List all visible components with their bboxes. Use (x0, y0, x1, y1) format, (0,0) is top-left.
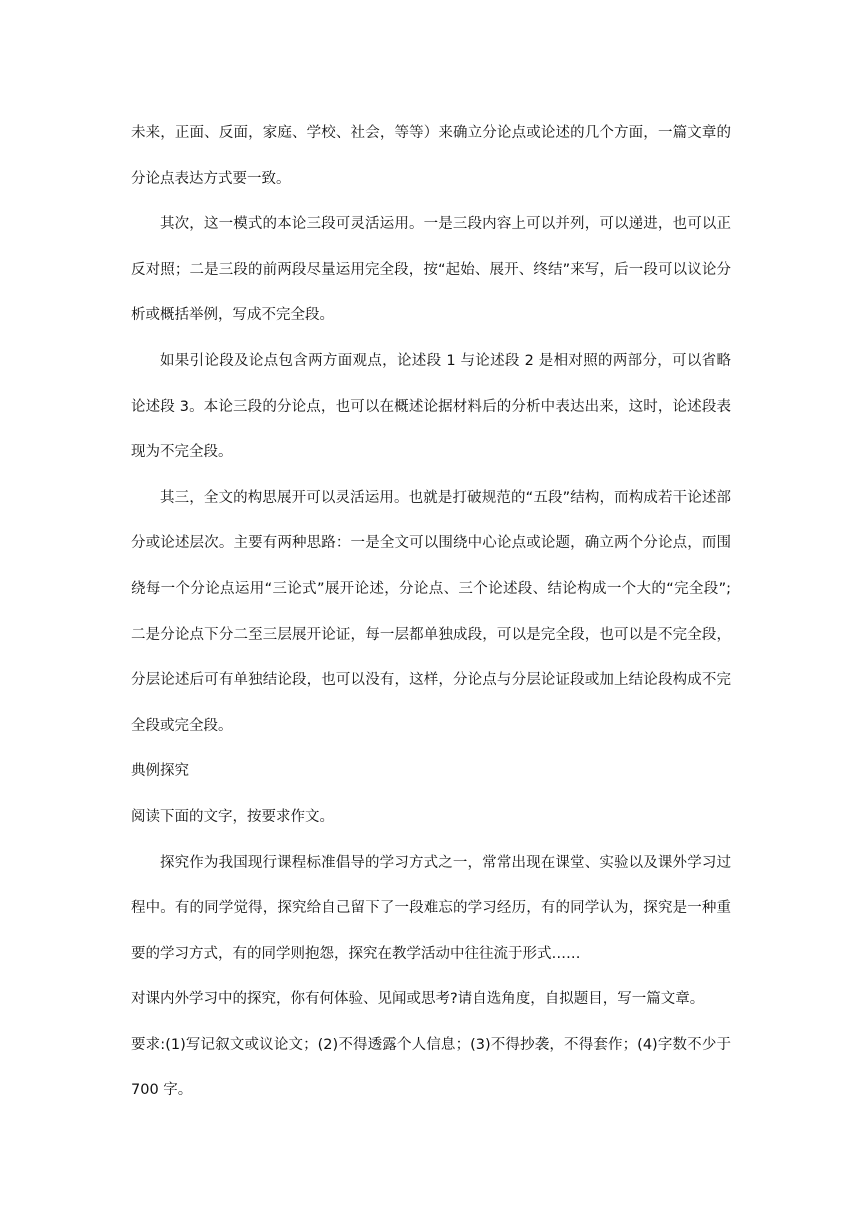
paragraph-requirements: 要求:(1)写记叙文或议论文；(2)不得透露个人信息；(3)不得抄袭，不得套作；(4)字数不少于 700 字。 (131, 1036, 731, 1099)
section-heading-example: 典例探究 (131, 763, 189, 780)
paragraph-second-point: 其次，这一模式的本论三段可灵活运用。一是三段内容上可以并列，可以递进，也可以正反对照；二是三段的前两段尽量运用完全段，按“起始、展开、终结”来写，后一段可以议论分析或概括举例，写成不完全段。 (131, 216, 731, 324)
paragraph-sub-thesis-aspects: 未来，正面、反面，家庭、学校、社会，等等）来确立分论点或论述的几个方面，一篇文章的分论点表达方式要一致。 (131, 125, 731, 187)
paragraph-prompt-question: 对课内外学习中的探究，你有何体验、见闻或思考?请自选角度，自拟题目，写一篇文章。 (131, 991, 705, 1008)
paragraph-prompt-material: 探究作为我国现行课程标准倡导的学习方式之一，常常出现在课堂、实验以及课外学习过程中。有的同学觉得，探究给自己留下了一段难忘的学习经历，有的同学认为，探究是一种重要的学习方式，有的同学则抱怨，探究在教学活动中往往流于形式…… (131, 854, 731, 962)
paragraph-prompt-intro: 阅读下面的文字，按要求作文。 (131, 808, 334, 825)
paragraph-omit-third-section: 如果引论段及论点包含两方面观点，论述段 1 与论述段 2 是相对照的两部分，可以省略论述段 3。本论三段的分论点，也可以在概述论据材料后的分析中表达出来，这时，论述段表现为不完全段。 (131, 352, 731, 461)
document-page (131, 111, 731, 1114)
paragraph-third-point: 其三，全文的构思展开可以灵活运用。也就是打破规范的“五段”结构，而构成若干论述部分或论述层次。主要有两种思路：一是全文可以围绕中心论点或论题，确立两个分论点，而围绕每一个分论点运用“三论式”展开论述，分论点、三个论述段、结论构成一个大的“完全段”; 二是分论点下分二至三层展开论证，每一层都单独成段，可以是完全段，也可以是不完全段，分层论述后可有单独结论段，也可以没有，这样，分论点与分层论证段或加上结论段构成不完全段或完全段。 (131, 489, 731, 734)
